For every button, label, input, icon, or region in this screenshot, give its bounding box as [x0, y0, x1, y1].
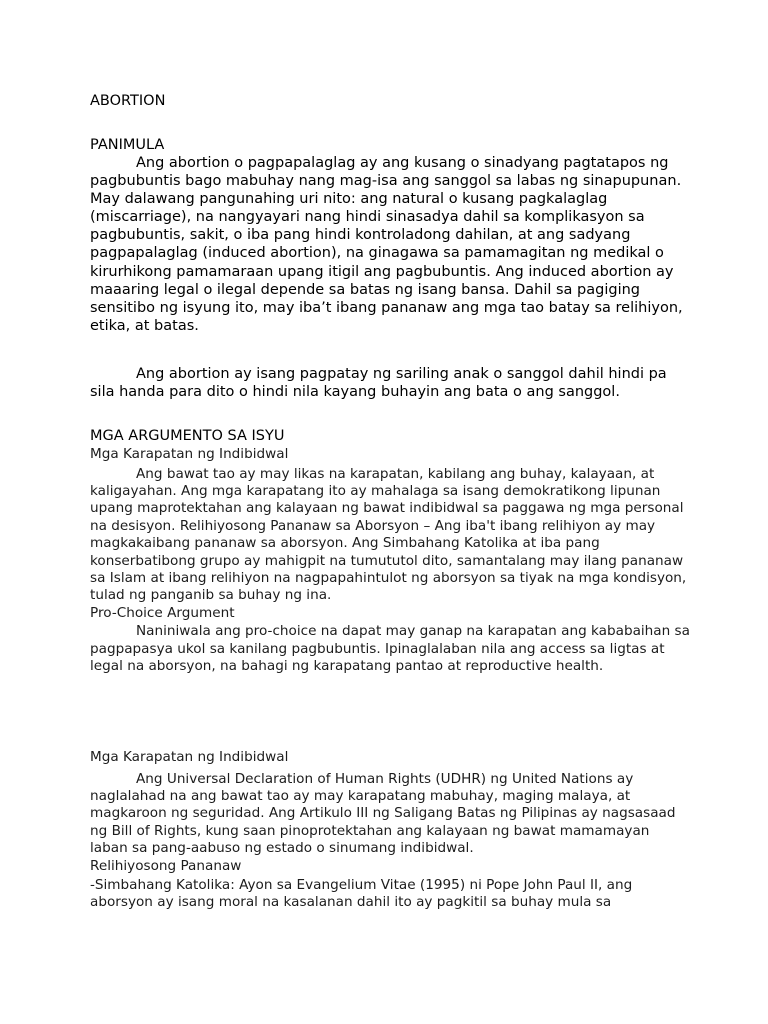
rights-paragraph: Ang Universal Declaration of Human Rights (UDHR) ng United Nations ay naglalahad na ang bawat tao ay may karapatang mabuhay, maging malaya, at magkaroon ng seguridad. Ang Artikulo III ng Saligang Batas ng Pilipinas ay nagsasaad ng Bill of Rights, kung saan pinoprotektahan ang kalayaan ng bawat mamamayan laban sa pang-aabuso ng estado o sinumang indibidwal. — [90, 770, 676, 857]
arguments-heading: MGA ARGUMENTO SA ISYU — [90, 428, 285, 444]
arguments-pro-choice-paragraph: Naniniwala ang pro-choice na dapat may ganap na karapatan ang kababaihan sa pagpapasya ukol sa kanilang pagbubuntis. Ipinaglalaban nila ang access sa ligtas at legal na aborsyon, na bahagi ng karapatang pantao at reproductive health. — [90, 623, 690, 675]
rights-section — [90, 749, 690, 912]
document-title: ABORTION — [90, 93, 166, 109]
rights-heading: Mga Karapatan ng Indibidwal — [90, 749, 289, 765]
intro-paragraph-2: Ang abortion ay isang pagpatay ng sariling anak o sanggol dahil hindi pa sila handa para dito o hindi nila kayang buhayin ang bata o ang sanggol. — [90, 366, 667, 401]
arguments-rights-paragraph: Ang bawat tao ay may likas na karapatan, kabilang ang buhay, kalayaan, at kaligayahan. Ang mga karapatang ito ay mahalaga sa isang demokratikong lipunan upang maprotektahan ang kalayaan ng bawat indibidwal sa paggawa ng mga personal na desisyon. Relihiyosong Pananaw sa Aborsyon – Ang iba't ibang relihiyon ay may magkakaibang pananaw sa aborsyon. Ang Simbahang Katolika at iba pang konserbatibong grupo ay mahigpit na tumututol dito, samantalang may ilang pananaw sa Islam at ibang relihiyon na nagpapahintulot ng aborsyon sa tiyak na mga kondisyon, tulad ng panganib sa buhay ng ina. — [90, 465, 687, 604]
arguments-subheading-pro-choice: Pro-Choice Argument — [90, 604, 235, 621]
intro-section — [90, 136, 690, 335]
intro-paragraph-1: Ang abortion o pagpapalaglag ay ang kusang o sinadyang pagtatapos ng pagbubuntis bago mabuhay nang mag-isa ang sanggol sa labas ng sinapupunan. May dalawang pangunahing uri nito: ang natural o kusang pagkalaglag (miscarriage), na nangyayari nang hindi sinasadya dahil sa komplikasyon sa pagbubuntis, sakit, o iba pang hindi kontroladong dahilan, at ang sadyang pagpapalaglag (induced abortion), na ginagawa sa pamamagitan ng medikal o kirurhikong pamamaraan upang itigil ang pagbubuntis. Ang induced abortion ay maaaring legal o ilegal depende sa batas ng isang bansa. Dahil sa pagiging sensitibo ng isyung ito, may iba’t ibang pananaw ang mga tao batay sa relihiyon, etika, at batas. — [90, 155, 683, 334]
intro-paragraph-2-block — [90, 365, 690, 401]
arguments-subheading-rights: Mga Karapatan ng Indibidwal — [90, 446, 289, 462]
religious-heading: Relihiyosong Pananaw — [90, 857, 242, 874]
religious-text: -Simbahang Katolika: Ayon sa Evangelium Vitae (1995) ni Pope John Paul II, ang aborsyon ay isang moral na kasalanan dahil ito ay pagkitil sa buhay mula sa — [90, 877, 633, 911]
arguments-section — [90, 427, 690, 676]
intro-heading: PANIMULA — [90, 137, 165, 153]
